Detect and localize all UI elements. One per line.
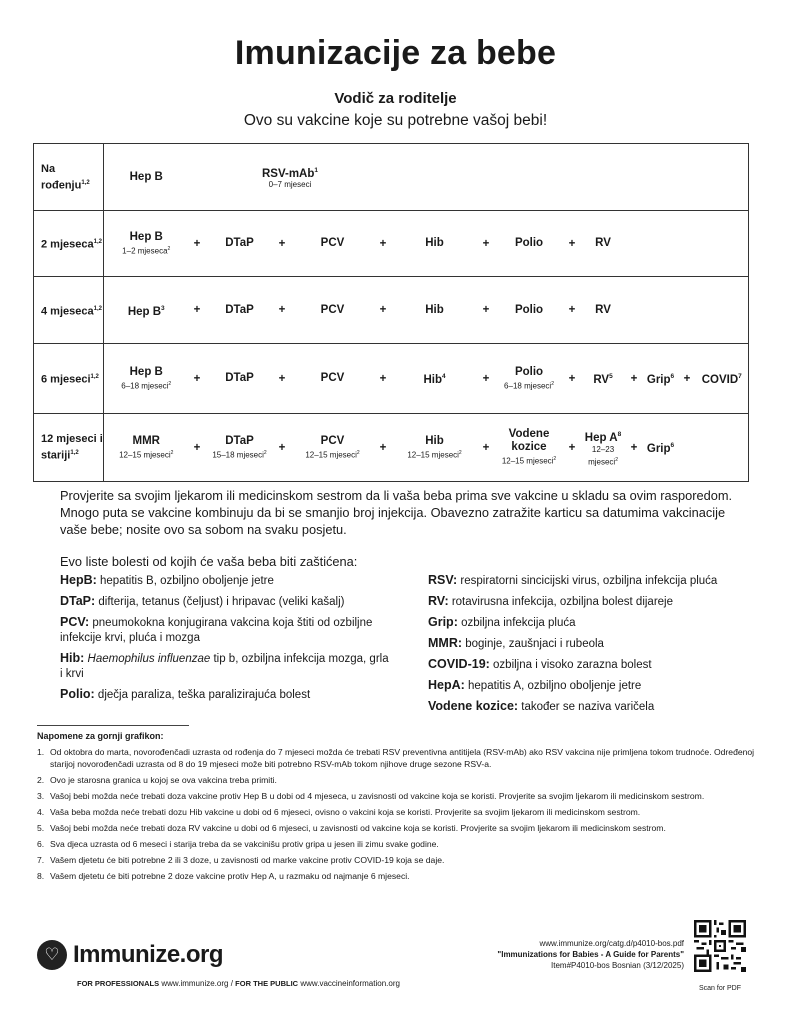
footnote-item xyxy=(37,838,762,850)
vaccine-cell xyxy=(581,414,626,482)
disease-description: ozbiljna infekcija pluća xyxy=(461,617,576,629)
vaccine-name xyxy=(291,304,375,317)
vaccine-cell xyxy=(291,211,375,277)
footer-separator: / xyxy=(230,979,233,988)
vaccine-name-text: PCV xyxy=(320,434,345,447)
vaccine-name xyxy=(495,237,564,250)
plus-sign: + xyxy=(189,277,206,344)
publication-url[interactable]: www.immunize.org/catg.d/p4010-bos.pdf xyxy=(539,939,684,948)
vaccine-name xyxy=(495,428,564,454)
vaccine-cell xyxy=(104,344,189,414)
vaccine-cell xyxy=(104,144,189,211)
disease-item xyxy=(60,651,390,682)
empty-cell xyxy=(643,277,679,344)
footnote-number: 3. xyxy=(37,791,45,801)
empty-cell xyxy=(626,211,643,277)
footnote-item xyxy=(37,870,762,882)
schedule-row-label xyxy=(34,277,104,344)
age-range-note xyxy=(104,379,189,392)
footnote-number: 6. xyxy=(37,839,45,849)
vaccine-cell xyxy=(392,277,478,344)
age-range-note xyxy=(104,244,189,257)
disease-pathogen: Haemophilus influenzae xyxy=(87,653,211,665)
publication-item: Item#P4010-bos Bosnian (3/12/2025) xyxy=(551,961,684,970)
vaccine-name xyxy=(643,370,679,387)
age-range-note xyxy=(291,448,375,461)
age-range-text: 6–18 mjeseci xyxy=(504,381,552,391)
vaccine-name xyxy=(643,439,679,456)
empty-cell xyxy=(643,211,679,277)
empty-cell xyxy=(375,144,392,211)
schedule-row xyxy=(34,211,749,277)
vaccine-name-text: PCV xyxy=(320,303,345,316)
plus-sign: + xyxy=(626,414,643,482)
disease-abbr: DTaP: xyxy=(60,594,96,608)
age-range-note xyxy=(392,448,478,461)
age-range-text: 12–15 mjeseci xyxy=(501,456,554,466)
vaccine-name-text: RV xyxy=(593,373,610,386)
vaccine-footnote: 1 xyxy=(314,166,319,174)
vaccine-footnote: 4 xyxy=(441,373,446,381)
vaccine-name-text: RSV-mAb xyxy=(261,167,315,180)
vaccine-cell xyxy=(495,344,564,414)
vaccine-cell xyxy=(495,414,564,482)
plus-sign: + xyxy=(626,344,643,414)
vaccine-footnote: 7 xyxy=(738,373,742,381)
footnote-number: 7. xyxy=(37,855,45,865)
footnote-number: 2. xyxy=(37,775,45,785)
empty-cell xyxy=(696,144,749,211)
plus-sign: + xyxy=(274,211,291,277)
disease-description: rotavirusna infekcija, ozbiljna bolest dijareje xyxy=(451,596,674,608)
vaccine-name xyxy=(392,435,478,448)
instructions-paragraph: Provjerite sa svojim ljekarom ili medicinskom sestrom da li vaša beba prima sve vakcine u skladu sa ovim rasporedom. Mnogo puta se vakcine kombinuju da bi se smanjio broj injekcija. Obavezno zatražite karticu sa datumima vakcinacije vaše bebe; nosite ovo sa sobom na svaku posjetu. xyxy=(60,488,733,537)
disease-description: respiratorni sincicijski virus, ozbiljna infekcija pluća xyxy=(460,575,718,587)
vaccine-name-text: Hib xyxy=(425,434,444,447)
vaccine-cell xyxy=(495,211,564,277)
vaccine-name xyxy=(206,237,274,250)
vaccine-cell xyxy=(392,211,478,277)
disease-item xyxy=(428,699,758,715)
vaccine-name xyxy=(104,231,189,244)
disease-abbr: RV: xyxy=(428,594,449,608)
vaccine-name xyxy=(104,302,189,319)
vaccine-cell xyxy=(643,414,679,482)
schedule-row-label xyxy=(34,211,104,277)
vaccine-name xyxy=(104,435,189,448)
age-range-text: 15–18 mjeseci xyxy=(212,450,264,460)
empty-cell xyxy=(643,144,679,211)
empty-cell xyxy=(679,277,696,344)
disease-item xyxy=(428,636,758,652)
disease-item xyxy=(428,573,758,589)
vaccine-cell xyxy=(392,344,478,414)
age-range-note xyxy=(495,379,564,392)
footnotes-divider xyxy=(37,725,189,726)
age-range-footnote: 2 xyxy=(356,449,360,456)
footnote-item xyxy=(37,774,762,786)
age-label-footnote: 1,2 xyxy=(93,239,102,246)
vaccine-cell xyxy=(206,277,274,344)
vaccine-cell xyxy=(581,277,626,344)
footnote-text: Vaša beba možda neće trebati dozu Hib vakcine u dobi od 6 mjeseci, ovisno o vakcini koja se koristi. Provjerite sa svojim ljekarom ili medicinskom sestrom. xyxy=(50,807,641,817)
vaccine-name-text: COVID xyxy=(701,373,739,386)
disease-abbr: HepA: xyxy=(428,678,465,692)
plus-sign: + xyxy=(679,344,696,414)
disease-abbr: PCV: xyxy=(60,615,90,629)
age-range-note xyxy=(206,448,274,461)
vaccine-footnote: 6 xyxy=(670,373,675,381)
age-range-note xyxy=(104,448,189,461)
vaccine-name xyxy=(581,304,626,317)
disease-item xyxy=(428,657,758,673)
schedule-row xyxy=(34,144,749,211)
vaccine-cell xyxy=(291,344,375,414)
vaccine-footnote: 6 xyxy=(670,442,675,450)
empty-cell xyxy=(679,211,696,277)
disease-item xyxy=(428,594,758,610)
vaccine-name-text: PCV xyxy=(320,372,345,384)
scan-label: Scan for PDF xyxy=(698,985,741,992)
disease-abbr: Hib: xyxy=(60,651,85,665)
vaccine-name-text: Hib xyxy=(425,303,444,316)
vaccine-cell xyxy=(696,344,749,414)
plus-sign: + xyxy=(375,414,392,482)
age-range-footnote: 2 xyxy=(263,449,267,456)
plus-sign: + xyxy=(189,414,206,482)
empty-cell xyxy=(495,144,564,211)
empty-cell xyxy=(626,144,643,211)
age-range-text: 6–18 mjeseci xyxy=(121,381,169,391)
vaccine-name-text: Hep B xyxy=(129,230,163,243)
vaccine-name-text: MMR xyxy=(132,434,160,447)
vaccine-name xyxy=(392,237,478,250)
schedule-row-label xyxy=(34,414,104,482)
vaccine-cell xyxy=(104,277,189,344)
footnote-number: 1. xyxy=(37,747,45,757)
plus-sign: + xyxy=(274,277,291,344)
age-range-text: 12–15 mjeseci xyxy=(407,450,459,460)
footnote-number: 4. xyxy=(37,807,45,817)
vaccine-cell xyxy=(495,277,564,344)
logo-text: Immunize.org xyxy=(73,941,224,968)
disease-abbr: MMR: xyxy=(428,636,463,650)
vaccine-name xyxy=(206,435,274,448)
schedule-row-label xyxy=(34,344,104,414)
vaccine-footnote: 3 xyxy=(161,304,165,312)
footnote-text: Vašoj bebi možda neće trebati doza vakcine protiv Hep B u dobi od 4 mjeseca, u zavisnosti od vakcine koja se koristi. Provjerite sa svojim ljekarom ili medicinskom sestrom. xyxy=(50,791,705,801)
empty-cell xyxy=(189,144,206,211)
disease-abbr: COVID-19: xyxy=(428,657,490,671)
age-range-footnote: 2 xyxy=(167,245,171,252)
vaccine-name xyxy=(291,372,375,385)
age-range-footnote: 2 xyxy=(615,456,618,463)
age-range-text: 12–15 mjeseci xyxy=(305,450,357,460)
empty-cell xyxy=(392,144,478,211)
vaccine-name-text: Vodene kozice xyxy=(508,428,550,454)
age-label: 4 mjeseca xyxy=(41,305,94,318)
age-range-note xyxy=(581,445,626,468)
plus-sign: + xyxy=(375,211,392,277)
vaccine-name xyxy=(206,164,375,181)
empty-cell xyxy=(696,414,749,482)
disease-item xyxy=(428,678,758,694)
disease-item xyxy=(60,573,390,589)
age-range-note xyxy=(495,454,564,467)
pro-link[interactable]: www.immunize.org xyxy=(161,979,229,988)
schedule-row xyxy=(34,414,749,482)
publication-info xyxy=(497,938,684,971)
vaccine-cell xyxy=(581,211,626,277)
vaccine-name xyxy=(392,370,478,387)
vaccine-name xyxy=(392,304,478,317)
footnote-item xyxy=(37,806,762,818)
vaccine-name xyxy=(104,171,189,184)
plus-sign: + xyxy=(478,277,495,344)
vaccine-name-text: Grip xyxy=(646,442,671,455)
page-subtitle: Vodič za roditelje xyxy=(334,90,457,107)
vaccine-name-text: DTaP xyxy=(225,303,254,316)
vaccine-name xyxy=(581,237,626,250)
vaccine-name-text: Hep B xyxy=(129,170,163,183)
footnote-text: Sva djeca uzrasta od 6 meseci i starija treba da se vakcinišu protiv gripa u jesen ili zimu svake godine. xyxy=(50,839,439,849)
vaccine-cell xyxy=(581,344,626,414)
disease-abbr: Vodene kozice: xyxy=(428,699,519,713)
disease-description: tip b, ozbiljna infekcija mozga, grla i krvi xyxy=(60,653,389,680)
plus-sign: + xyxy=(189,344,206,414)
logo-mark-icon: ♡ xyxy=(37,940,67,970)
age-label: Na rođenju xyxy=(41,162,82,192)
disease-description: također se naziva varičela xyxy=(521,701,655,713)
vaccine-footnote: 8 xyxy=(617,430,622,438)
plus-sign: + xyxy=(375,344,392,414)
vaccine-name xyxy=(104,366,189,379)
vaccine-cell xyxy=(206,414,274,482)
empty-cell xyxy=(478,144,495,211)
vaccine-name xyxy=(206,304,274,317)
empty-cell xyxy=(696,277,749,344)
disease-description: hepatitis A, ozbiljno oboljenje jetre xyxy=(468,680,642,692)
age-range-note xyxy=(206,180,375,190)
vaccine-name xyxy=(291,435,375,448)
age-label-footnote: 1,2 xyxy=(70,450,79,457)
public-link[interactable]: www.vaccineinformation.org xyxy=(300,979,400,988)
vaccine-name-text: DTaP xyxy=(225,237,254,249)
vaccine-name xyxy=(581,370,626,387)
age-label-footnote: 1,2 xyxy=(81,179,90,186)
age-range-text: 1–2 mjeseca xyxy=(122,246,168,256)
vaccine-name-text: Polio xyxy=(514,303,544,316)
empty-cell xyxy=(696,211,749,277)
vaccine-name-text: DTaP xyxy=(225,372,254,384)
plus-sign: + xyxy=(564,344,581,414)
immunize-logo xyxy=(37,935,223,975)
vaccine-name-text: PCV xyxy=(320,237,345,249)
vaccine-cell xyxy=(206,144,375,211)
plus-sign: + xyxy=(478,344,495,414)
disease-description: pneumokokna konjugirana vakcina koja štiti od ozbiljne infekcije krvi, pluća i mozga xyxy=(60,617,373,644)
vaccine-name-text: DTaP xyxy=(225,434,254,447)
pro-label: FOR PROFESSIONALS xyxy=(77,979,160,988)
vaccine-name-text: Hep B xyxy=(129,365,163,378)
footnote-item xyxy=(37,790,762,802)
plus-sign: + xyxy=(564,277,581,344)
age-label-footnote: 1,2 xyxy=(90,374,99,381)
vaccine-name xyxy=(495,366,564,379)
page-title: Imunizacije za bebe xyxy=(234,34,557,72)
empty-cell xyxy=(564,144,581,211)
footnote-text: Od oktobra do marta, novorođenčadi uzrasta od rođenja do 7 mjeseci možda će trebati RSV preventivna antitijela (RSV-mAb) ako RSV vakcina nije primljena tokom trudnoće. Određenoj starijoj novorođenčadi uzrasta od 8 do 19 mjeseci može biti potrebno RSV-mAb tokom njihove druge sezone RSV-a. xyxy=(50,747,755,769)
footnotes-list xyxy=(37,746,762,886)
diseases-list-right xyxy=(428,573,758,720)
footnote-item xyxy=(37,746,762,770)
footnote-text: Vašoj bebi možda neće trebati doza RV vakcine u dobi od 6 mjeseci, u zavisnosti od vakcine koja se koristi. Provjerite sa svojim ljekarom ili medicinskom sestrom. xyxy=(50,823,666,833)
age-label: 2 mjeseca xyxy=(41,238,94,251)
footnote-item xyxy=(37,822,762,834)
disease-description: hepatitis B, ozbiljno oboljenje jetre xyxy=(100,575,274,587)
footnote-text: Vašem djetetu će biti potrebne 2 doze vakcine protiv Hep A, u razmaku od najmanje 6 mjeseci. xyxy=(50,871,410,881)
empty-cell xyxy=(679,144,696,211)
vaccine-name xyxy=(581,428,626,445)
vaccine-name-text: RV xyxy=(595,237,611,249)
footnote-text: Vašem djetetu će biti potrebne 2 ili 3 doze, u zavisnosti od marke vakcine protiv COVID-19 koja se daje. xyxy=(50,855,445,865)
vaccine-cell xyxy=(206,211,274,277)
publication-title: "Immunizations for Babies - A Guide for Parents" xyxy=(497,950,684,959)
vaccine-name xyxy=(495,304,564,317)
empty-cell xyxy=(679,414,696,482)
disease-description: boginje, zaušnjaci i rubeola xyxy=(465,638,604,650)
vaccine-cell xyxy=(291,414,375,482)
plus-sign: + xyxy=(375,277,392,344)
plus-sign: + xyxy=(274,414,291,482)
vaccine-name-text: Polio xyxy=(514,365,544,378)
age-range-footnote: 2 xyxy=(553,456,557,463)
vaccine-cell xyxy=(291,277,375,344)
schedule-row-label xyxy=(34,144,104,211)
plus-sign: + xyxy=(274,344,291,414)
page-tagline: Ovo su vakcine koje su potrebne vašoj bebi! xyxy=(243,112,548,129)
footer-links xyxy=(77,979,400,988)
age-range-text: 12–23 mjeseci xyxy=(588,444,616,467)
footnote-number: 5. xyxy=(37,823,45,833)
disease-description: dječja paraliza, teška paralizirajuća bolest xyxy=(97,689,311,701)
disease-item xyxy=(428,615,758,631)
age-label-footnote: 1,2 xyxy=(93,305,102,312)
schedule-row xyxy=(34,344,749,414)
plus-sign: + xyxy=(478,414,495,482)
disease-item xyxy=(60,615,390,646)
vaccine-schedule-table xyxy=(33,143,749,482)
vaccine-name-text: RV xyxy=(595,303,611,316)
footnote-number: 8. xyxy=(37,871,45,881)
age-range-footnote: 2 xyxy=(551,380,554,387)
age-range-text: 0–7 mjeseci xyxy=(268,180,312,190)
plus-sign: + xyxy=(564,414,581,482)
vaccine-cell xyxy=(104,414,189,482)
diseases-list-left xyxy=(60,573,390,708)
disease-description: ozbiljna i visoko zarazna bolest xyxy=(493,659,652,671)
footnote-item xyxy=(37,854,762,866)
vaccine-name xyxy=(206,372,274,385)
vaccine-name xyxy=(696,370,749,387)
disease-item xyxy=(60,594,390,610)
diseases-intro: Evo liste bolesti od kojih će vaša beba biti zaštićena: xyxy=(60,554,358,569)
empty-cell xyxy=(581,144,626,211)
age-range-text: 12–15 mjeseci xyxy=(119,450,171,460)
empty-cell xyxy=(626,277,643,344)
vaccine-cell xyxy=(104,211,189,277)
age-label: 12 mjeseci i stariji xyxy=(41,433,103,462)
plus-sign: + xyxy=(478,211,495,277)
disease-abbr: RSV: xyxy=(428,573,458,587)
age-range-footnote: 2 xyxy=(458,449,462,456)
qr-code-icon[interactable] xyxy=(694,920,746,972)
disease-item xyxy=(60,687,390,703)
vaccine-name-text: Hep B xyxy=(127,305,162,318)
age-range-footnote: 2 xyxy=(168,380,172,387)
disease-abbr: Polio: xyxy=(60,687,95,701)
vaccine-name-text: Grip xyxy=(646,373,671,386)
age-label: 6 mjeseci xyxy=(41,373,91,386)
disease-abbr: Grip: xyxy=(428,615,458,629)
plus-sign: + xyxy=(189,211,206,277)
vaccine-name xyxy=(291,237,375,250)
disease-description: difterija, tetanus (čeljust) i hripavac (veliki kašalj) xyxy=(98,596,345,608)
vaccine-cell xyxy=(643,344,679,414)
footnotes-title: Napomene za gornji grafikon: xyxy=(37,731,164,741)
vaccine-name-text: Polio xyxy=(514,237,544,249)
vaccine-cell xyxy=(392,414,478,482)
vaccine-name-text: Hep A xyxy=(584,431,618,444)
vaccine-name-text: Hib xyxy=(423,373,442,386)
vaccine-footnote: 5 xyxy=(609,373,613,381)
public-label: FOR THE PUBLIC xyxy=(235,979,299,988)
schedule-row xyxy=(34,277,749,344)
disease-abbr: HepB: xyxy=(60,573,97,587)
age-range-footnote: 2 xyxy=(170,449,174,456)
footnote-text: Ovo je starosna granica u kojoj se ova vakcina treba primiti. xyxy=(50,775,277,785)
vaccine-name-text: Hib xyxy=(425,237,444,249)
vaccine-cell xyxy=(206,344,274,414)
plus-sign: + xyxy=(564,211,581,277)
